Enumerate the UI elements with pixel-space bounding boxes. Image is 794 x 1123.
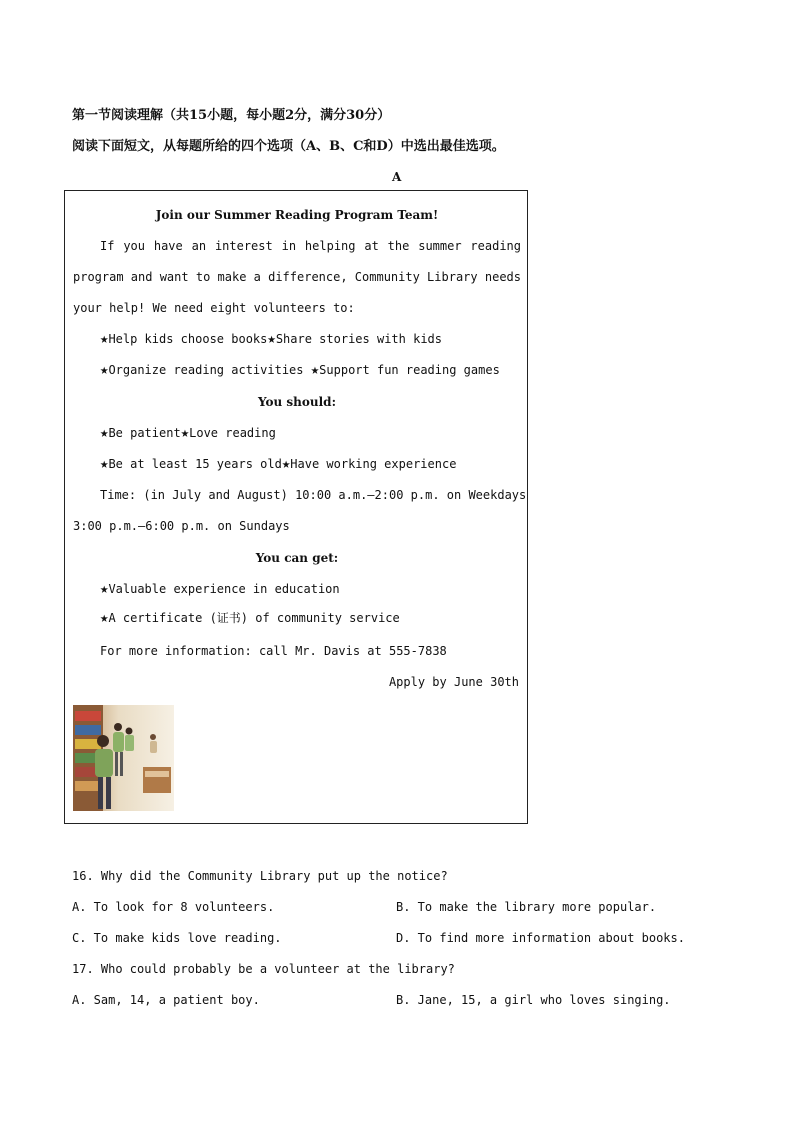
duty-item: Support fun reading games: [319, 363, 500, 377]
benefit-item: Valuable experience in education: [108, 582, 340, 596]
requirement-item: Be at least 15 years old: [108, 457, 282, 471]
star-icon: ★: [180, 425, 190, 441]
requirements-row-2: [100, 456, 456, 472]
notice-intro-line-2: program and want to make a difference, Community Library needs: [73, 270, 521, 284]
requirement-item: Love reading: [189, 426, 276, 440]
section-title: 第一节阅读理解（共15小题，每小题2分，满分30分）: [72, 108, 391, 123]
passage-label: A: [392, 170, 402, 184]
duty-item: Help kids choose books: [108, 332, 268, 346]
question-17-option-a: A. Sam, 14, a patient boy.: [72, 993, 260, 1007]
benefit-row-1: [100, 581, 340, 597]
should-heading: You should:: [257, 395, 337, 409]
time-line-1: Time: (in July and August) 10:00 a.m.—2:00 p.m. on Weekdays: [100, 488, 527, 502]
star-icon: ★: [100, 581, 109, 597]
question-16-option-d: D. To find more information about books.: [396, 931, 685, 945]
star-icon: ★: [100, 456, 109, 472]
requirement-item: Have working experience: [290, 457, 457, 471]
notice-box: [64, 190, 528, 824]
star-icon: ★: [100, 331, 109, 347]
star-icon: ★: [100, 425, 109, 441]
contact-info: For more information: call Mr. Davis at 555-7838: [100, 644, 447, 658]
benefit-row-2: [100, 610, 400, 626]
notice-title: Join our Summer Reading Program Team!: [155, 208, 439, 222]
deadline: Apply by June 30th: [388, 675, 519, 689]
question-17-stem: 17. Who could probably be a volunteer at the library?: [72, 962, 455, 976]
question-16-stem: 16. Why did the Community Library put up the notice?: [72, 869, 448, 883]
get-heading: You can get:: [255, 551, 339, 565]
star-icon: ★: [281, 456, 291, 472]
duty-item: Organize reading activities: [108, 363, 311, 377]
notice-intro-line-3: your help! We need eight volunteers to:: [73, 301, 355, 315]
question-16-option-a: A. To look for 8 volunteers.: [72, 900, 275, 914]
duties-row-1: [100, 331, 442, 347]
duties-row-2: [100, 362, 500, 378]
star-icon: ★: [100, 362, 109, 378]
requirement-item: Be patient: [108, 426, 181, 440]
requirements-row-1: [100, 425, 276, 441]
question-16-option-c: C. To make kids love reading.: [72, 931, 282, 945]
time-line-2: 3:00 p.m.—6:00 p.m. on Sundays: [73, 519, 290, 533]
question-16-option-b: B. To make the library more popular.: [396, 900, 657, 914]
duty-item: Share stories with kids: [275, 332, 442, 346]
instructions: 阅读下面短文，从每题所给的四个选项（A、B、C和D）中选出最佳选项。: [72, 139, 505, 154]
notice-intro-line-1: If you have an interest in helping at the summer reading: [100, 239, 521, 253]
star-icon: ★: [100, 610, 109, 626]
library-volunteers-photo: [73, 705, 174, 811]
benefit-item: A certificate (证书) of community service: [108, 611, 400, 625]
star-icon: ★: [267, 331, 276, 347]
star-icon: ★: [310, 362, 320, 378]
question-17-option-b: B. Jane, 15, a girl who loves singing.: [396, 993, 671, 1007]
